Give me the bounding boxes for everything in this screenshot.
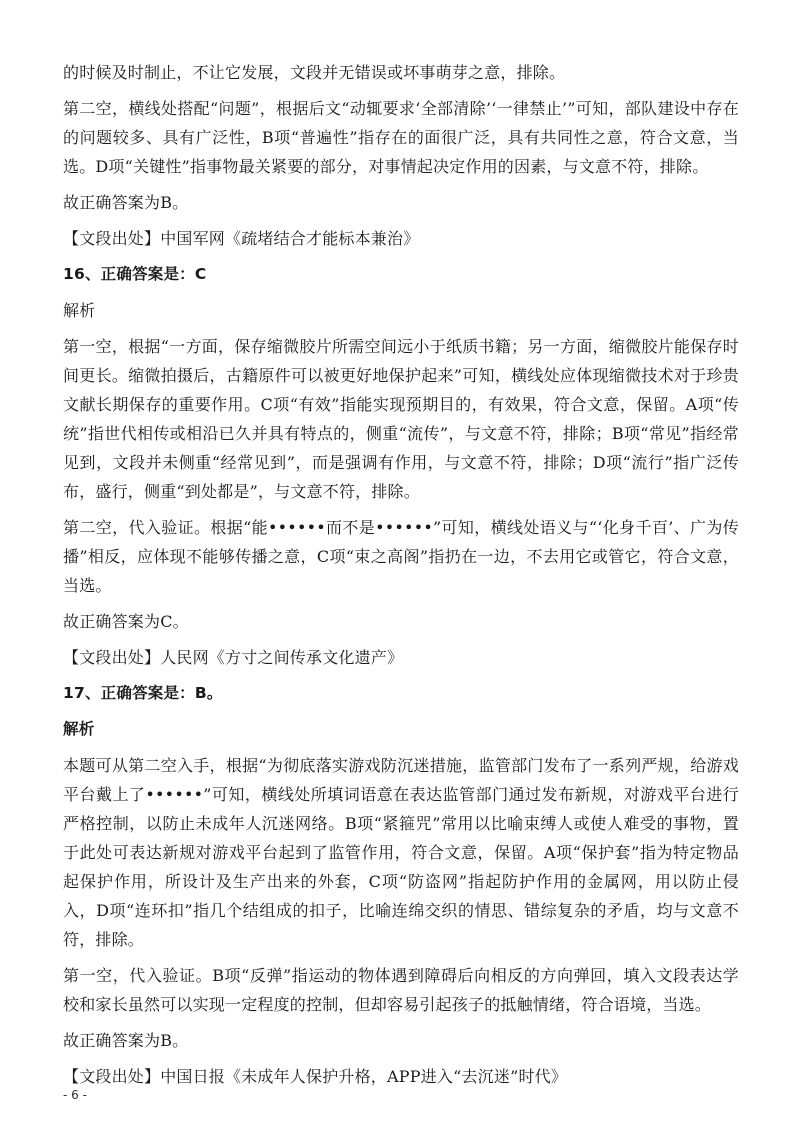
paragraph-16-second-blank: 第二空，代入验证。根据“能••••••而不是••••••”可知，横线处语义与“‘化身千百’、广为传播”相反，应体现不能够传播之意，C项“束之高阁”指扔在一边，不去用它或管它，符合文意，当选。 [63, 518, 739, 595]
paragraph-3: 故正确答案为B。 [63, 193, 189, 212]
source-note-16: 【文段出处】人民网《方寸之间传承文化遗产》 [63, 648, 404, 667]
page-number: - 6 - [63, 1088, 87, 1102]
answer-heading-17: 17、正确答案是：B。 [63, 684, 223, 702]
paragraph-16-first-blank: 第一空，根据“一方面，保存缩微胶片所需空间远小于纸质书籍；另一方面，缩微胶片能保存时间更长。缩微拍摄后，古籍原件可以被更好地保护起来”可知，横线处应体现缩微技术对于珍贵文献长期保存的重要作用。C项“有效”指能实现预期目的，有效果，符合文意，保留。A项“传统”指世代相传或相沿已久并具有特点的，侧重“流传”，与文意不符，排除；B项“常见”指经常见到，文段并未侧重“经常见到”，而是强调有作用，与文意不符，排除；D项“流行”指广泛传布，盛行，侧重“到处都是”，与文意不符，排除。 [63, 337, 739, 501]
source-note-17: 【文段出处】中国日报《未成年人保护升格，APP进入“去沉迷”时代》 [63, 1067, 568, 1086]
paragraph-17-first-blank: 第一空，代入验证。B项“反弹”指运动的物体遇到障碍后向相反的方向弹回，填入文段表达学校和家长虽然可以实现一定程度的控制，但却容易引起孩子的抵触情绪，符合语境，当选。 [63, 966, 739, 1014]
paragraph-17-second-blank: 本题可从第二空入手，根据“为彻底落实游戏防沉迷措施，监管部门发布了一系列严规，给游戏平台戴上了••••••”可知，横线处所填词语意在表达监管部门通过发布新规，对游戏平台进行严格控制，以防止未成年人沉迷网络。B项“紧箍咒”常用以比喻束缚人或使人难受的事物，置于此处可表达新规对游戏平台起到了监管作用，符合文意，保留。A项“保护套”指为特定物品起保护作用，所设计及生产出来的外套，C项“防盗网”指起防护作用的金属网，用以防止侵入，D项“连环扣”指几个结组成的扣子，比喻连绵交织的情思、错综复杂的矛盾，均与文意不符，排除。 [63, 756, 739, 949]
paragraph-2: 第二空，横线处搭配“问题”，根据后文“动辄要求‘全部清除’‘一律禁止’”可知，部队建设中存在的问题较多、具有广泛性，B项“普遍性”指存在的面很广泛，具有共同性之意，符合文意，当选。D项“关键性”指事物最关紧要的部分，对事情起决定作用的因素，与文意不符，排除。 [63, 99, 739, 176]
source-note-15: 【文段出处】中国军网《疏堵结合才能标本兼治》 [63, 229, 420, 248]
paragraph-16-answer: 故正确答案为C。 [63, 612, 189, 631]
analysis-label-16: 解析 [63, 301, 96, 320]
document-page [63, 58, 739, 1091]
paragraph-17-answer: 故正确答案为B。 [63, 1031, 189, 1050]
paragraph-1: 的时候及时制止，不让它发展，文段并无错误或坏事萌芽之意，排除。 [63, 63, 566, 82]
answer-heading-16: 16、正确答案是：C [63, 265, 207, 283]
analysis-label-17: 解析 [63, 720, 95, 738]
